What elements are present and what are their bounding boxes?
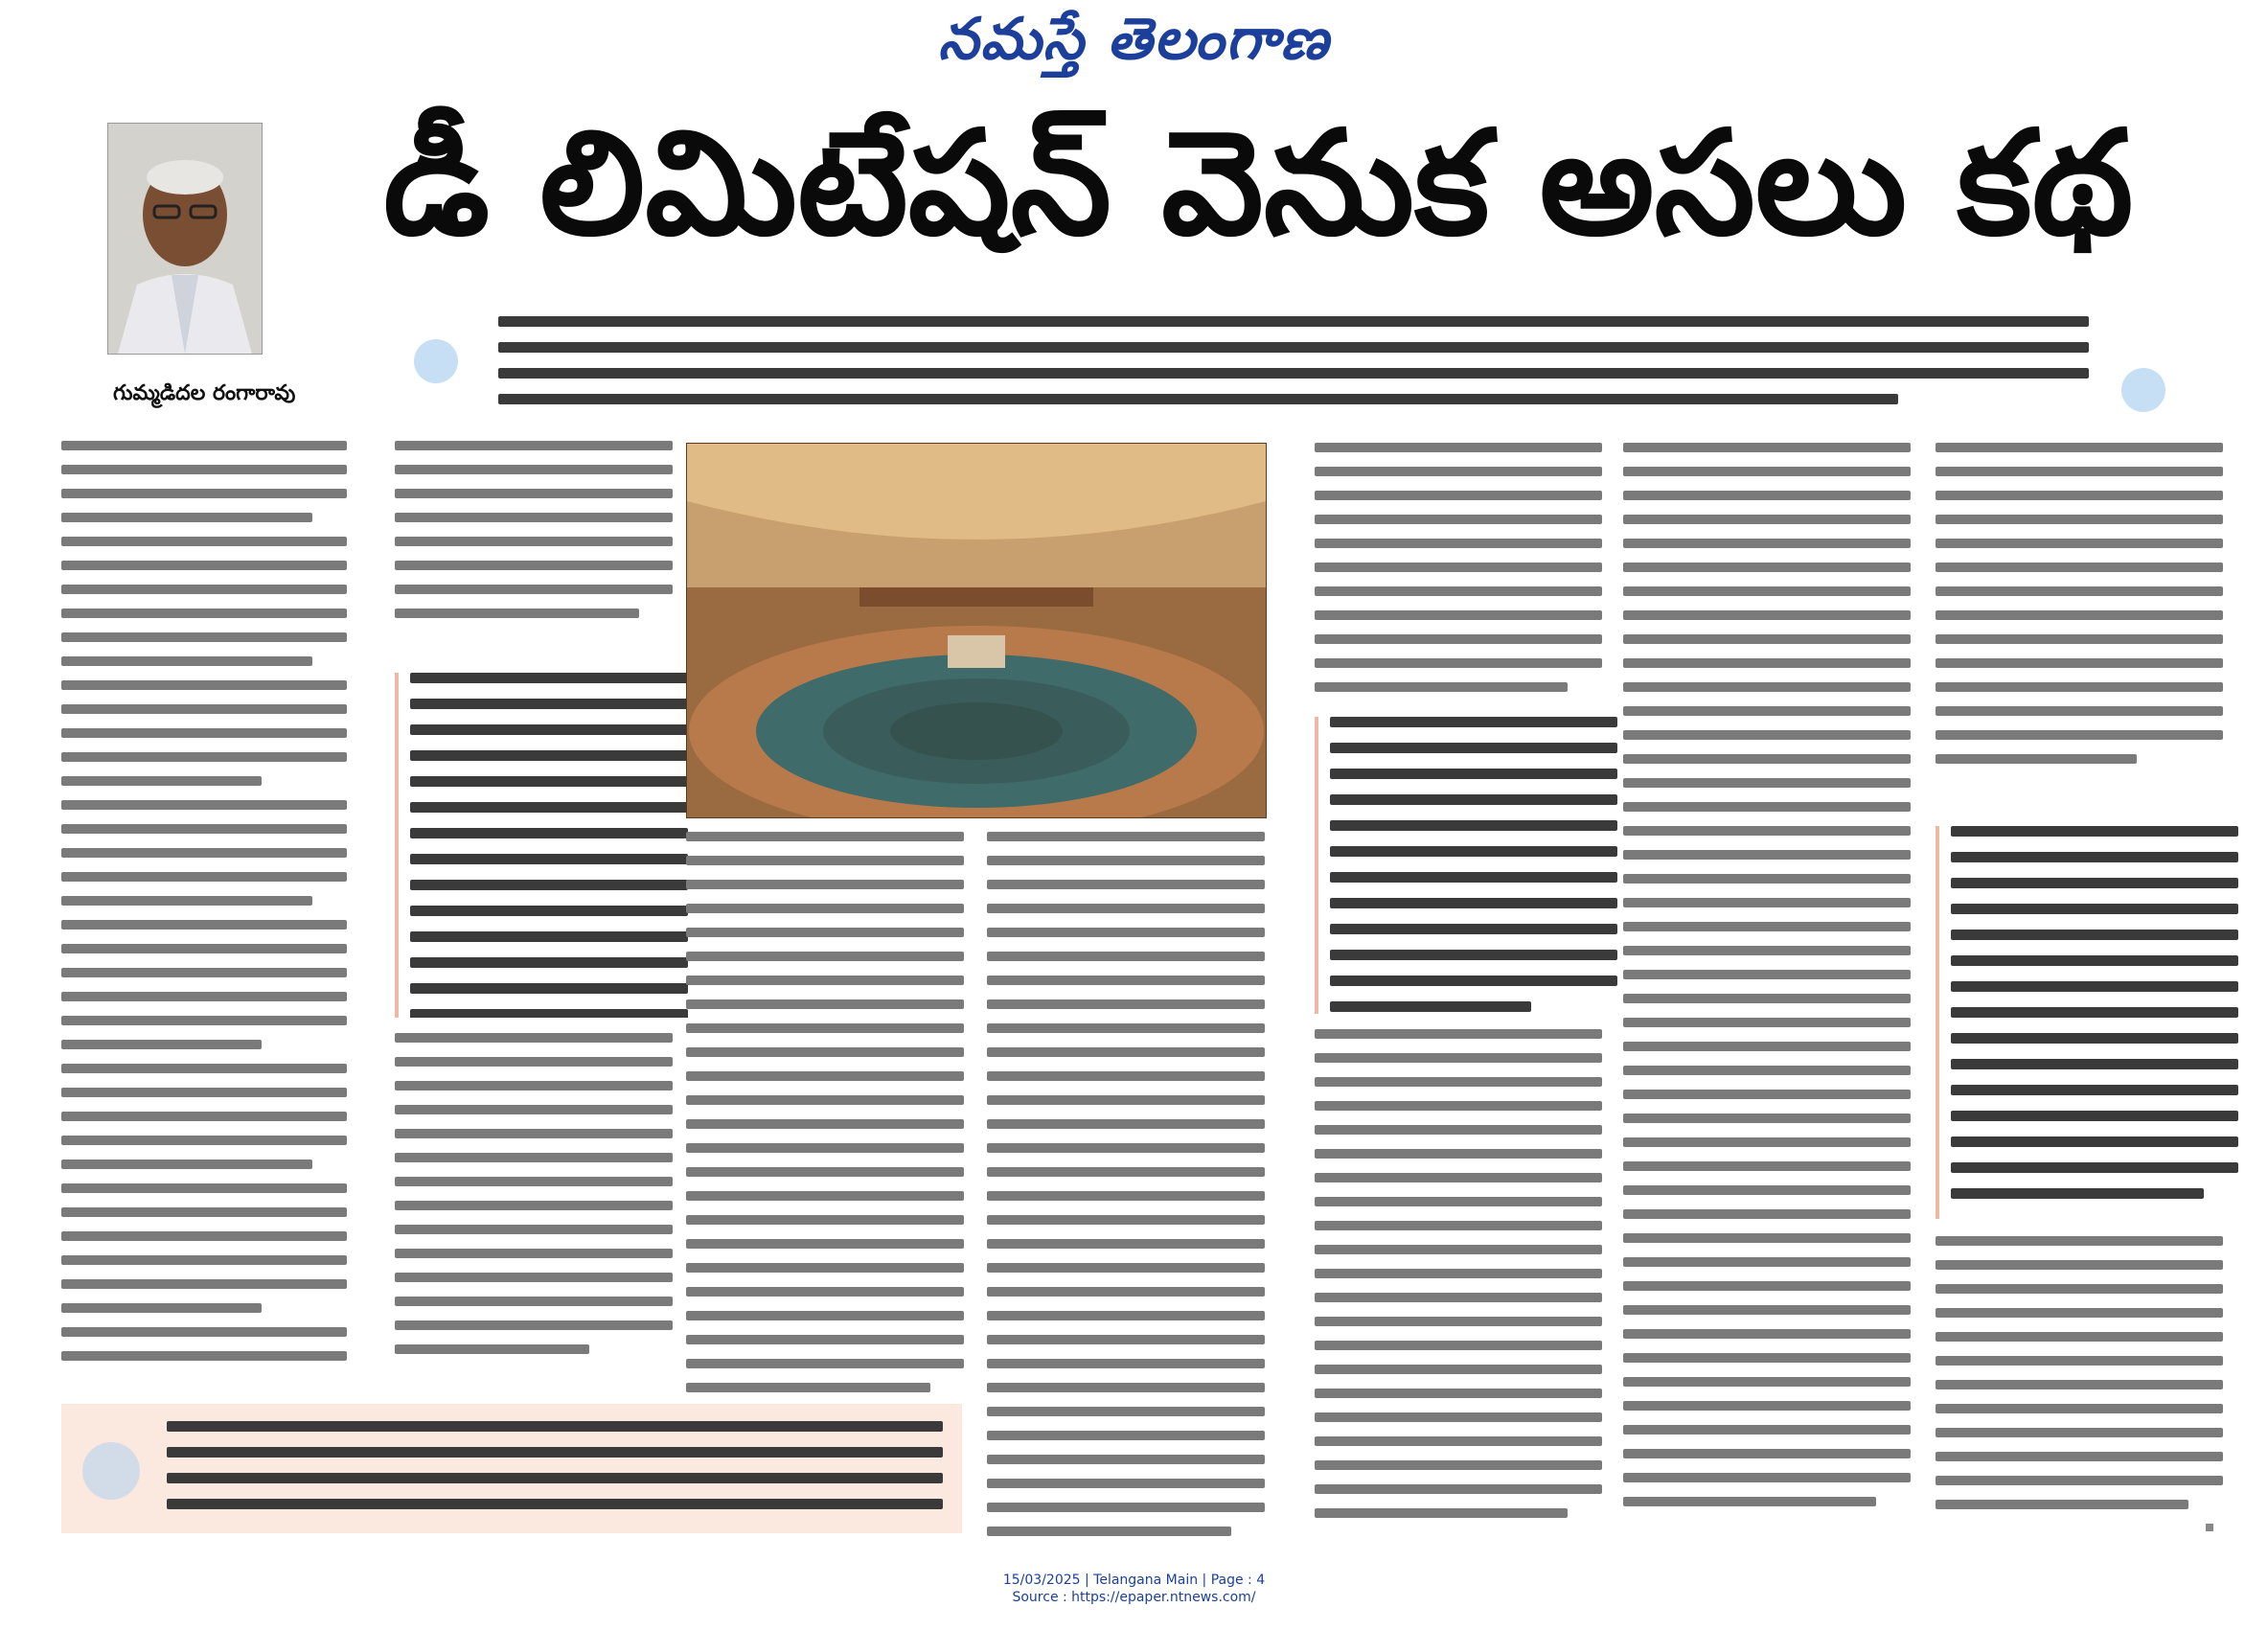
- callout-box: [395, 673, 688, 1018]
- masthead-title: నమస్తే తెలంగాణ: [937, 6, 1331, 73]
- end-mark: [2206, 1524, 2213, 1531]
- article-column-6: [1623, 443, 1911, 1545]
- article-intro: [498, 316, 2089, 422]
- quote-mark-icon: [2121, 368, 2165, 412]
- article-column-2-lower: [395, 1033, 673, 1397]
- source-link[interactable]: Source : https://epaper.ntnews.com/: [1012, 1590, 1256, 1605]
- quote-mark-icon: [82, 1442, 140, 1500]
- author-photo: [107, 123, 263, 355]
- article-column-3: [686, 832, 964, 1407]
- article-column-4: [987, 832, 1265, 1598]
- article-column-1: [61, 441, 347, 1389]
- callout-box: [1315, 717, 1617, 1014]
- parliament-hall-icon: [687, 444, 1266, 817]
- article-column-2: [395, 441, 673, 661]
- page-footer: [0, 1572, 2268, 1606]
- edition-info: 15/03/2025 | Telangana Main | Page : 4: [1002, 1573, 1266, 1588]
- article-headline: డీ లిమిటేషన్ వెనుక అసలు కథ: [383, 101, 2134, 267]
- article-column-7-lower: [1936, 1236, 2223, 1543]
- article-column-5: [1315, 443, 1602, 701]
- author-portrait-icon: [108, 124, 262, 354]
- pull-quote: [61, 1404, 962, 1533]
- callout-box: [1936, 826, 2238, 1219]
- quote-mark-icon: [414, 339, 458, 383]
- article-column-7: [1936, 443, 2223, 807]
- parliament-image: [686, 443, 1267, 818]
- author-byline: గుమ్మడిదల రంగారావు: [113, 381, 296, 405]
- article-column-5-lower: [1315, 1029, 1602, 1547]
